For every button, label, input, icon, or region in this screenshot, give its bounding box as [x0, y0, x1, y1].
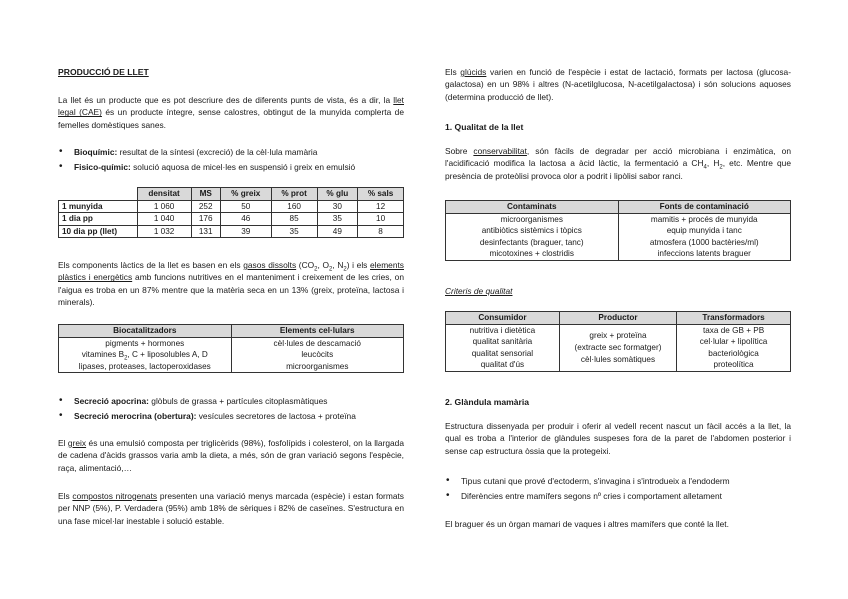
column-header: % sals: [358, 188, 404, 201]
list-item: • Secreció merocrina (obertura): vesícules secretores de lactosa + proteïna: [58, 410, 404, 422]
table-row: 1 dia pp 1 040 176 46 85 35 10: [59, 213, 404, 226]
udder-paragraph: El braguer és un òrgan mamari de vaques i altres mamífers que conté la llet.: [445, 519, 729, 529]
structure-paragraph: Estructura dissenyada per produir i oferir al vedell recent nascut un fàcil accés a la llet, la qual es troba a l'interior de glàndules suspeses fora de la paret de l'abdomen posterior i sense cap estructura òssia que la protegeixi.: [445, 421, 791, 456]
nitrogen-paragraph: Els compostos nitrogenats presenten una variació menys marcada (espècie) i estan formats per NNP (5%), P. Verdadera (95%) amb 18% de sèriques i 82% de caseïnes. S'estructura en una fase micel·lar inestable i solució estable.: [58, 491, 404, 526]
lactic-components-paragraph: Els components làctics de la llet es basen en els gasos dissolts ($CO_2$, $O_2$, $N_2$) i els elements plàstics i energètics amb funcions nutritives en el manteniment i creixement de les cries, on l'aigua es troba en un 87% mentre que la matèria seca en un 13% (greix, proteïna, lactosa i minerals).: [58, 260, 404, 308]
section-title-quality: 1. Qualitat de la llet: [445, 122, 524, 132]
conservability-paragraph: Sobre conservabilitat, són fàcils de degradar per acció microbiana i enzimàtica, on l'acidificació modifica la lactosa a àcid làctic, la fermentació a $CH_4$, $H_2$, etc. Mentre que presència de proteòlisi provoca olor a podrit i lipòlisi sabor ranci.: [445, 146, 791, 181]
list-item: • Tipus cutani que prové d'ectoderm, s'invagina i s'introdueix a l'endoderm: [445, 475, 791, 487]
intro-paragraph: La llet és un producte que es pot descriure des de diferents punts de vista, és a dir, la llet legal (CAE) és un producte íntegre, sense calostres, obtingut de la munyida complerta de femelles domèstiques sanes.: [58, 95, 404, 130]
list-item: • Secreció apocrina: glòbuls de grassa + partícules citoplasmàtiques: [58, 395, 404, 407]
column-header: Transformadors: [677, 312, 791, 325]
column-header: % glu: [317, 188, 358, 201]
llet-legal-term: llet legal (CAE): [58, 95, 404, 118]
column-header: Consumidor: [446, 312, 560, 325]
mammary-list: [445, 475, 791, 503]
column-header: Biocatalitzadors: [59, 325, 232, 338]
glucids-paragraph: Els glúcids varien en funció de l'espècie i estat de lactació, formats per lactosa (glucosa-galactosa) en un 98% i altres (N-acetilglucosa, N-acetilgalactosa) i són solucions aquoses (determina producció de llet).: [445, 67, 791, 102]
section-title-mammary-gland: 2. Glàndula mamària: [445, 397, 530, 407]
definition-list: [58, 146, 404, 174]
column-header: % prot: [271, 188, 317, 201]
table-row: 1 munyida 1 060 252 50 160 30 12: [59, 200, 404, 213]
column-header: MS: [191, 188, 220, 201]
fat-paragraph: El greix és una emulsió composta per triglicèrids (98%), fosfolípids i colesterol, on la llargada de cadena d'àcids grassos varia amb la dieta, a més, són de gran variació segons l'espècie, raça, alimentació,…: [58, 438, 404, 473]
list-item: • Fisico-químic: solució aquosa de micel·les en suspensió i greix en emulsió: [58, 161, 404, 173]
column-header: Fonts de contaminació: [618, 201, 791, 214]
column-header: % greix: [220, 188, 271, 201]
quality-criteria-heading: Criteris de qualitat: [445, 286, 513, 296]
column-header: densitat: [137, 188, 191, 201]
quality-criteria-table: [445, 311, 791, 372]
list-item: • Diferències entre mamífers segons nº cries i comportament alletament: [445, 490, 791, 502]
contamination-table: [445, 200, 791, 261]
biocatalysts-table: [58, 324, 404, 373]
column-header: Contaminats: [446, 201, 619, 214]
table-row: pigments + hormones vitamines $B_2$, C + liposolubles A, D lipases, proteases, lactoperoxidases cèl·lules de descamació leucòcits microorganismes: [59, 337, 404, 373]
secretion-list: [58, 395, 404, 423]
milk-composition-table: [58, 187, 404, 238]
page-title: PRODUCCIÓ DE LLET: [58, 67, 149, 77]
column-header: Productor: [559, 312, 676, 325]
list-item: • Bioquímic: resultat de la síntesi (excreció) de la cèl·lula mamària: [58, 146, 404, 158]
table-row: microorganismes antibiòtics sistèmics i tòpics desinfectants (braguer, tanc) micotoxines + clostridis mamitis + procés de munyida equip munyida i tanc atmosfera (1000 bactèries/ml) infeccions latents braguer: [446, 213, 791, 260]
table-row: nutritiva i dietètica qualitat sanitària qualitat sensorial qualitat d'ús greix + proteïna (extracte sec formatger) cèl·lules somàtiques taxa de GB + PB cel·lular + lipolítica bacteriològica proteolítica: [446, 324, 791, 371]
column-header: Elements cel·lulars: [231, 325, 404, 338]
table-row: 10 dia pp (llet) 1 032 131 39 35 49 8: [59, 225, 404, 238]
